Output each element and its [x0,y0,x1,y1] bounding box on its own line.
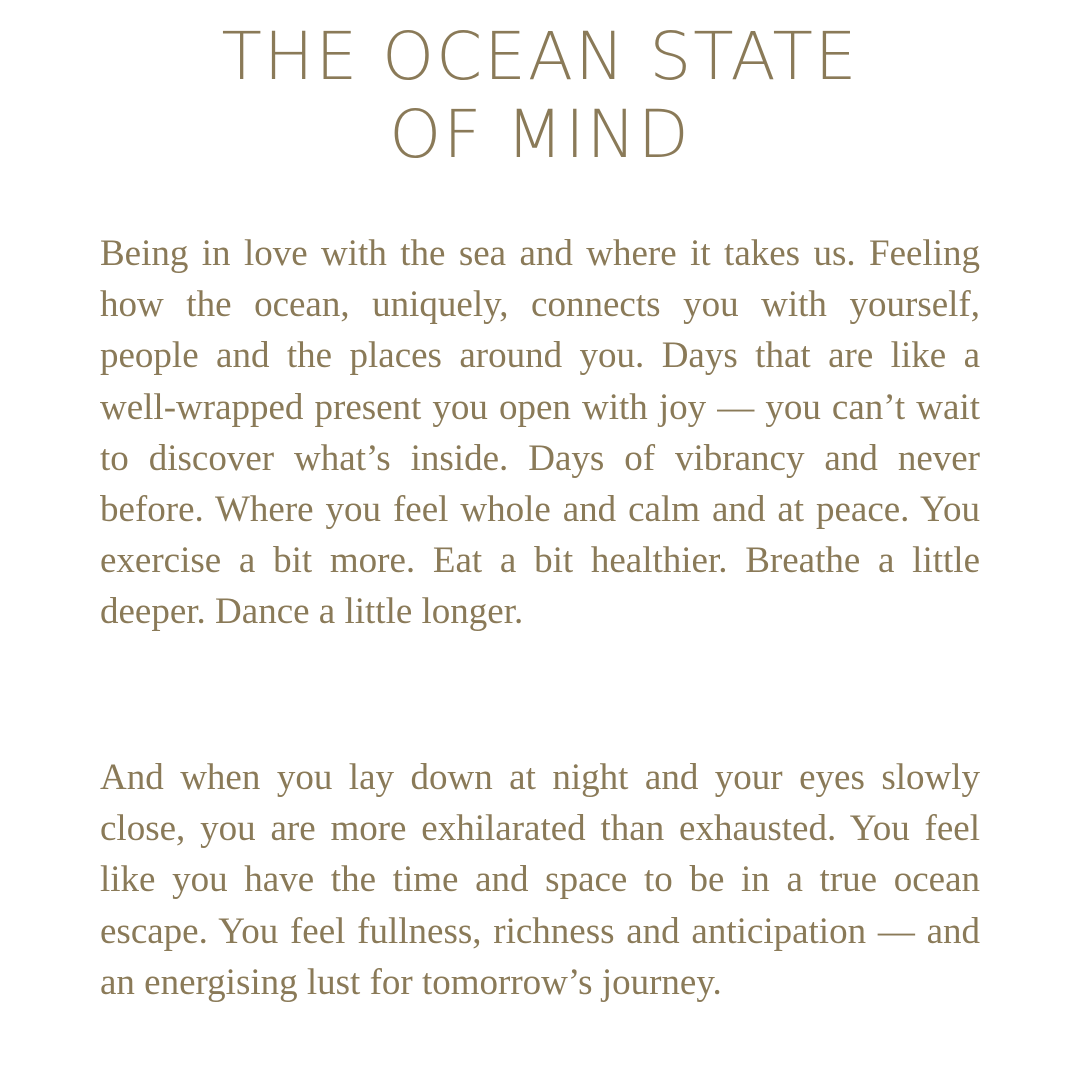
body-paragraph-1: Being in love with the sea and where it takes us. Feeling how the ocean, uniquely, connects you with yourself, people and the places around you. Days that are like a well-wrapped present you open with joy — you can’t wait to discover what’s inside. Days of vibrancy and never before. Where you feel whole and calm and at peace. You exercise a bit more. Eat a bit healthier. Breathe a little deeper. Dance a little longer. [100,233,980,633]
page-title [0,18,1080,174]
page-title-line-1: THE OCEAN STATE [221,18,859,95]
body-paragraph-2: And when you lay down at night and your eyes slowly close, you are more exhilarated than exhausted. You feel like you have the time and space to be in a true ocean escape. You feel fullness, richness and anticipation — and an energising lust for tomorrow’s journey. [100,757,980,1003]
page-title-line-2: OF MIND [389,96,691,173]
